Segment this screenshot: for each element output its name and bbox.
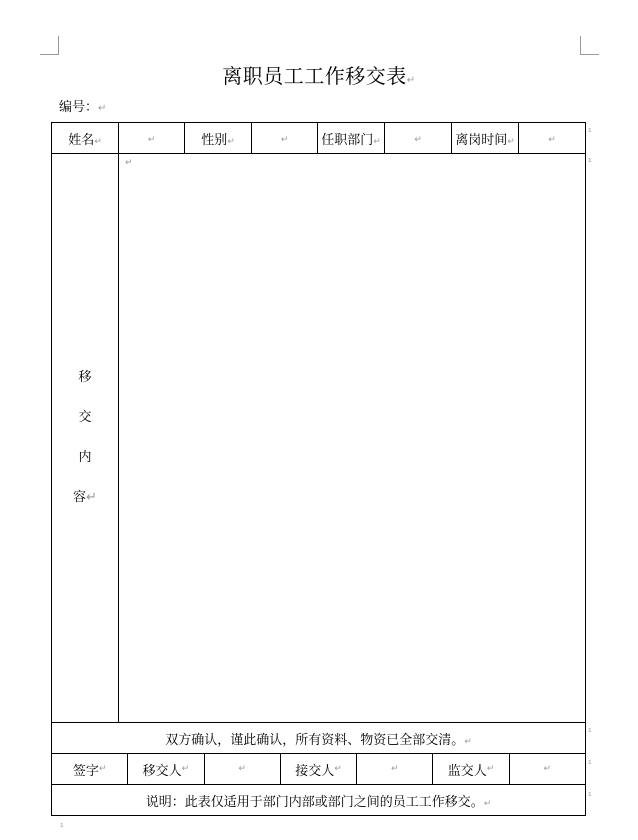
number-label bbox=[59, 96, 106, 115]
paragraph-mark: ↵ bbox=[483, 798, 492, 809]
table-row-signatures bbox=[52, 754, 586, 785]
receiver-label-cell bbox=[281, 754, 357, 784]
paragraph-mark: ↵ bbox=[280, 134, 289, 145]
paragraph-mark: ↵ bbox=[414, 134, 422, 145]
paragraph-mark: ↵ bbox=[86, 490, 97, 505]
page-corner-top-left bbox=[40, 36, 59, 55]
paragraph-mark: ↵ bbox=[507, 136, 515, 147]
title-text: 离职员工工作移交表 bbox=[222, 64, 407, 88]
confirmation-cell bbox=[52, 723, 586, 754]
content-char-3: 内 bbox=[78, 450, 92, 465]
handover-form-table bbox=[51, 122, 586, 816]
supervisor-value-cell[interactable] bbox=[510, 754, 585, 784]
dept-label: 任职部门 bbox=[321, 132, 374, 148]
leave-time-value-cell[interactable] bbox=[519, 123, 586, 154]
paragraph-mark: ↵ bbox=[543, 764, 552, 774]
table-row-handover-content bbox=[52, 154, 586, 723]
content-label-cell bbox=[52, 154, 119, 723]
note-cell bbox=[52, 785, 586, 816]
dept-label-cell bbox=[318, 123, 385, 154]
supervisor-label: 监交人 bbox=[447, 763, 487, 779]
sign-label: 签字 bbox=[72, 763, 99, 779]
row-end-mark: ¹ bbox=[588, 792, 592, 802]
row-end-mark: ¹ bbox=[588, 728, 592, 738]
supervisor-label-cell bbox=[433, 754, 509, 784]
paragraph-mark: ↵ bbox=[227, 136, 235, 147]
content-char-1: 移 bbox=[78, 370, 92, 385]
paragraph-mark: ↵ bbox=[390, 764, 399, 774]
gender-label: 性别 bbox=[201, 132, 228, 148]
paragraph-mark: ↵ bbox=[238, 764, 246, 774]
paragraph-mark: ↵ bbox=[406, 75, 416, 86]
signature-row-cell bbox=[52, 754, 586, 785]
handover-person-label: 移交人 bbox=[142, 763, 182, 779]
table-row-basic-info bbox=[52, 123, 586, 154]
number-label-text: 编号： bbox=[59, 100, 99, 115]
row-end-mark: ¹ bbox=[588, 128, 592, 138]
content-char-4 bbox=[73, 490, 97, 506]
handover-person-value-cell[interactable] bbox=[205, 754, 281, 784]
paragraph-mark: ↵ bbox=[486, 764, 495, 774]
gender-label-cell bbox=[185, 123, 252, 154]
table-row-confirmation bbox=[52, 723, 586, 754]
name-label: 姓名 bbox=[68, 132, 95, 148]
page-corner-top-right bbox=[580, 36, 599, 55]
receiver-value-cell[interactable] bbox=[357, 754, 433, 784]
confirmation-text: 双方确认，谨此确认，所有资料、物资已全部交清。 bbox=[165, 732, 465, 748]
content-char-4-text: 容 bbox=[73, 490, 87, 505]
content-vertical-label bbox=[52, 370, 118, 506]
content-value-cell[interactable] bbox=[119, 154, 586, 723]
row-end-mark: ¹ bbox=[588, 760, 592, 770]
gender-value-cell[interactable] bbox=[252, 123, 318, 154]
paragraph-mark: ↵ bbox=[147, 134, 156, 145]
paragraph-mark: ↵ bbox=[94, 136, 102, 147]
dept-value-cell[interactable] bbox=[385, 123, 452, 154]
paragraph-mark: ↵ bbox=[464, 736, 472, 747]
sign-label-cell bbox=[52, 754, 128, 784]
row-end-mark: ¹ bbox=[588, 158, 592, 168]
name-value-cell[interactable] bbox=[119, 123, 185, 154]
receiver-label: 接交人 bbox=[295, 763, 335, 779]
paragraph-mark: ↵ bbox=[548, 134, 556, 145]
handover-person-label-cell bbox=[128, 754, 204, 784]
paragraph-mark: ↵ bbox=[334, 764, 342, 774]
paragraph-mark: ↵ bbox=[98, 103, 107, 114]
signature-row bbox=[52, 754, 585, 784]
paragraph-mark: ↵ bbox=[373, 136, 381, 147]
end-paragraph-mark: ¹ bbox=[60, 823, 64, 833]
document-title bbox=[0, 60, 638, 89]
leave-time-label: 离岗时间 bbox=[455, 132, 508, 148]
table-row-note bbox=[52, 785, 586, 816]
paragraph-mark: ↵ bbox=[181, 764, 190, 774]
content-char-2: 交 bbox=[78, 410, 92, 425]
note-text: 说明：此表仅适用于部门内部或部门之间的员工工作移交。 bbox=[145, 794, 484, 810]
leave-time-label-cell bbox=[452, 123, 519, 154]
name-label-cell bbox=[52, 123, 119, 154]
paragraph-mark: ↵ bbox=[98, 764, 107, 774]
paragraph-mark: ↵ bbox=[125, 158, 133, 168]
